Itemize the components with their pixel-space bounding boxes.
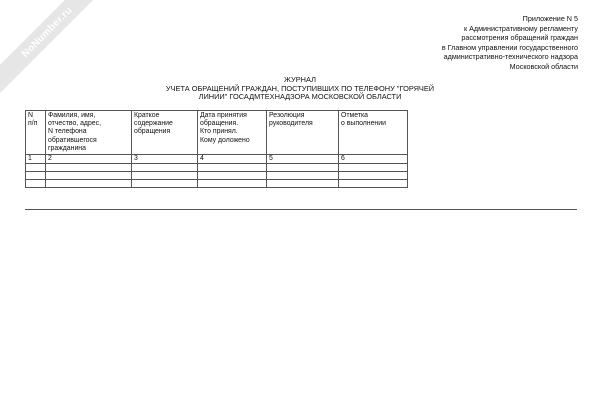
header-cell-line: Кому доложено [200, 136, 250, 144]
empty-cell [46, 172, 132, 180]
journal-table [25, 110, 408, 188]
appendix-line: административно-технического надзора [443, 52, 578, 62]
journal-heading [120, 76, 480, 102]
header-cell-line: обратившегося [48, 136, 97, 144]
header-cell-line: содержание [134, 120, 173, 128]
column-number-cell: 4 [198, 155, 267, 164]
empty-cell [339, 164, 408, 172]
appendix-line: Московской области [509, 61, 578, 71]
empty-cell [132, 164, 198, 172]
header-cell-line: руководителя [269, 120, 313, 128]
table-row [26, 172, 408, 180]
bottom-divider [25, 209, 577, 210]
appendix-line: в Главном управлении государственного [441, 42, 578, 52]
column-number-cell: 3 [132, 155, 198, 164]
appendix-line: рассмотрения обращений граждан [461, 33, 578, 43]
watermark-band [0, 0, 110, 99]
appendix-note [338, 14, 578, 72]
empty-cell [267, 164, 339, 172]
table-header-row [26, 111, 408, 155]
watermark-text: NoNumber.ru [19, 4, 75, 60]
header-cell-completion [339, 111, 408, 155]
empty-cell [46, 164, 132, 172]
header-cell-summary [132, 111, 198, 155]
journal-title: ЖУРНАЛ [284, 75, 316, 84]
journal-subtitle-line: ЛИНИИ" ГОСАДМТЕХНАДЗОРА МОСКОВСКОЙ ОБЛАСТИ [198, 92, 402, 102]
empty-cell [267, 172, 339, 180]
empty-cell [198, 172, 267, 180]
watermark [0, 0, 110, 110]
header-cell-line: п/п [28, 120, 38, 128]
header-cell-line: Фамилия, имя, [48, 112, 96, 119]
header-cell-line: Дата принятия [200, 112, 247, 119]
table-row [26, 180, 408, 188]
appendix-line: Приложение N 5 [522, 14, 578, 23]
empty-cell [198, 164, 267, 172]
table-row [26, 164, 408, 172]
header-cell-line: отчество, адрес, [48, 120, 101, 128]
journal-subtitle-line: УЧЕТА ОБРАЩЕНИЙ ГРАЖДАН, ПОСТУПИВШИХ ПО ТЕЛЕФОНУ "ГОРЯЧЕЙ [165, 83, 435, 93]
column-number-cell: 1 [26, 155, 46, 164]
header-cell-line: N телефона [48, 128, 87, 136]
header-cell-line: Кто принял. [200, 128, 238, 136]
header-cell-line: о выполнении [341, 120, 386, 128]
header-cell-number [26, 111, 46, 155]
header-cell-line: Отметка [341, 112, 369, 119]
empty-cell [267, 180, 339, 188]
empty-cell [26, 180, 46, 188]
header-cell-line: N [28, 112, 33, 119]
empty-cell [132, 180, 198, 188]
column-number-cell: 6 [339, 155, 408, 164]
header-cell-resolution [267, 111, 339, 155]
header-cell-line: гражданина [48, 144, 86, 152]
header-cell-line: Краткое [134, 112, 160, 119]
header-cell-line: Резолюция [269, 112, 305, 119]
empty-cell [339, 172, 408, 180]
empty-cell [198, 180, 267, 188]
empty-cell [132, 172, 198, 180]
header-cell-date [198, 111, 267, 155]
empty-cell [26, 172, 46, 180]
empty-cell [26, 164, 46, 172]
column-number-cell: 5 [267, 155, 339, 164]
empty-cell [46, 180, 132, 188]
appendix-line: к Административному регламенту [463, 23, 578, 33]
header-cell-citizen [46, 111, 132, 155]
column-number-cell: 2 [46, 155, 132, 164]
column-number-row [26, 155, 408, 164]
header-cell-line: обращения. [200, 120, 239, 128]
empty-cell [339, 180, 408, 188]
header-cell-line: обращения [134, 128, 171, 136]
